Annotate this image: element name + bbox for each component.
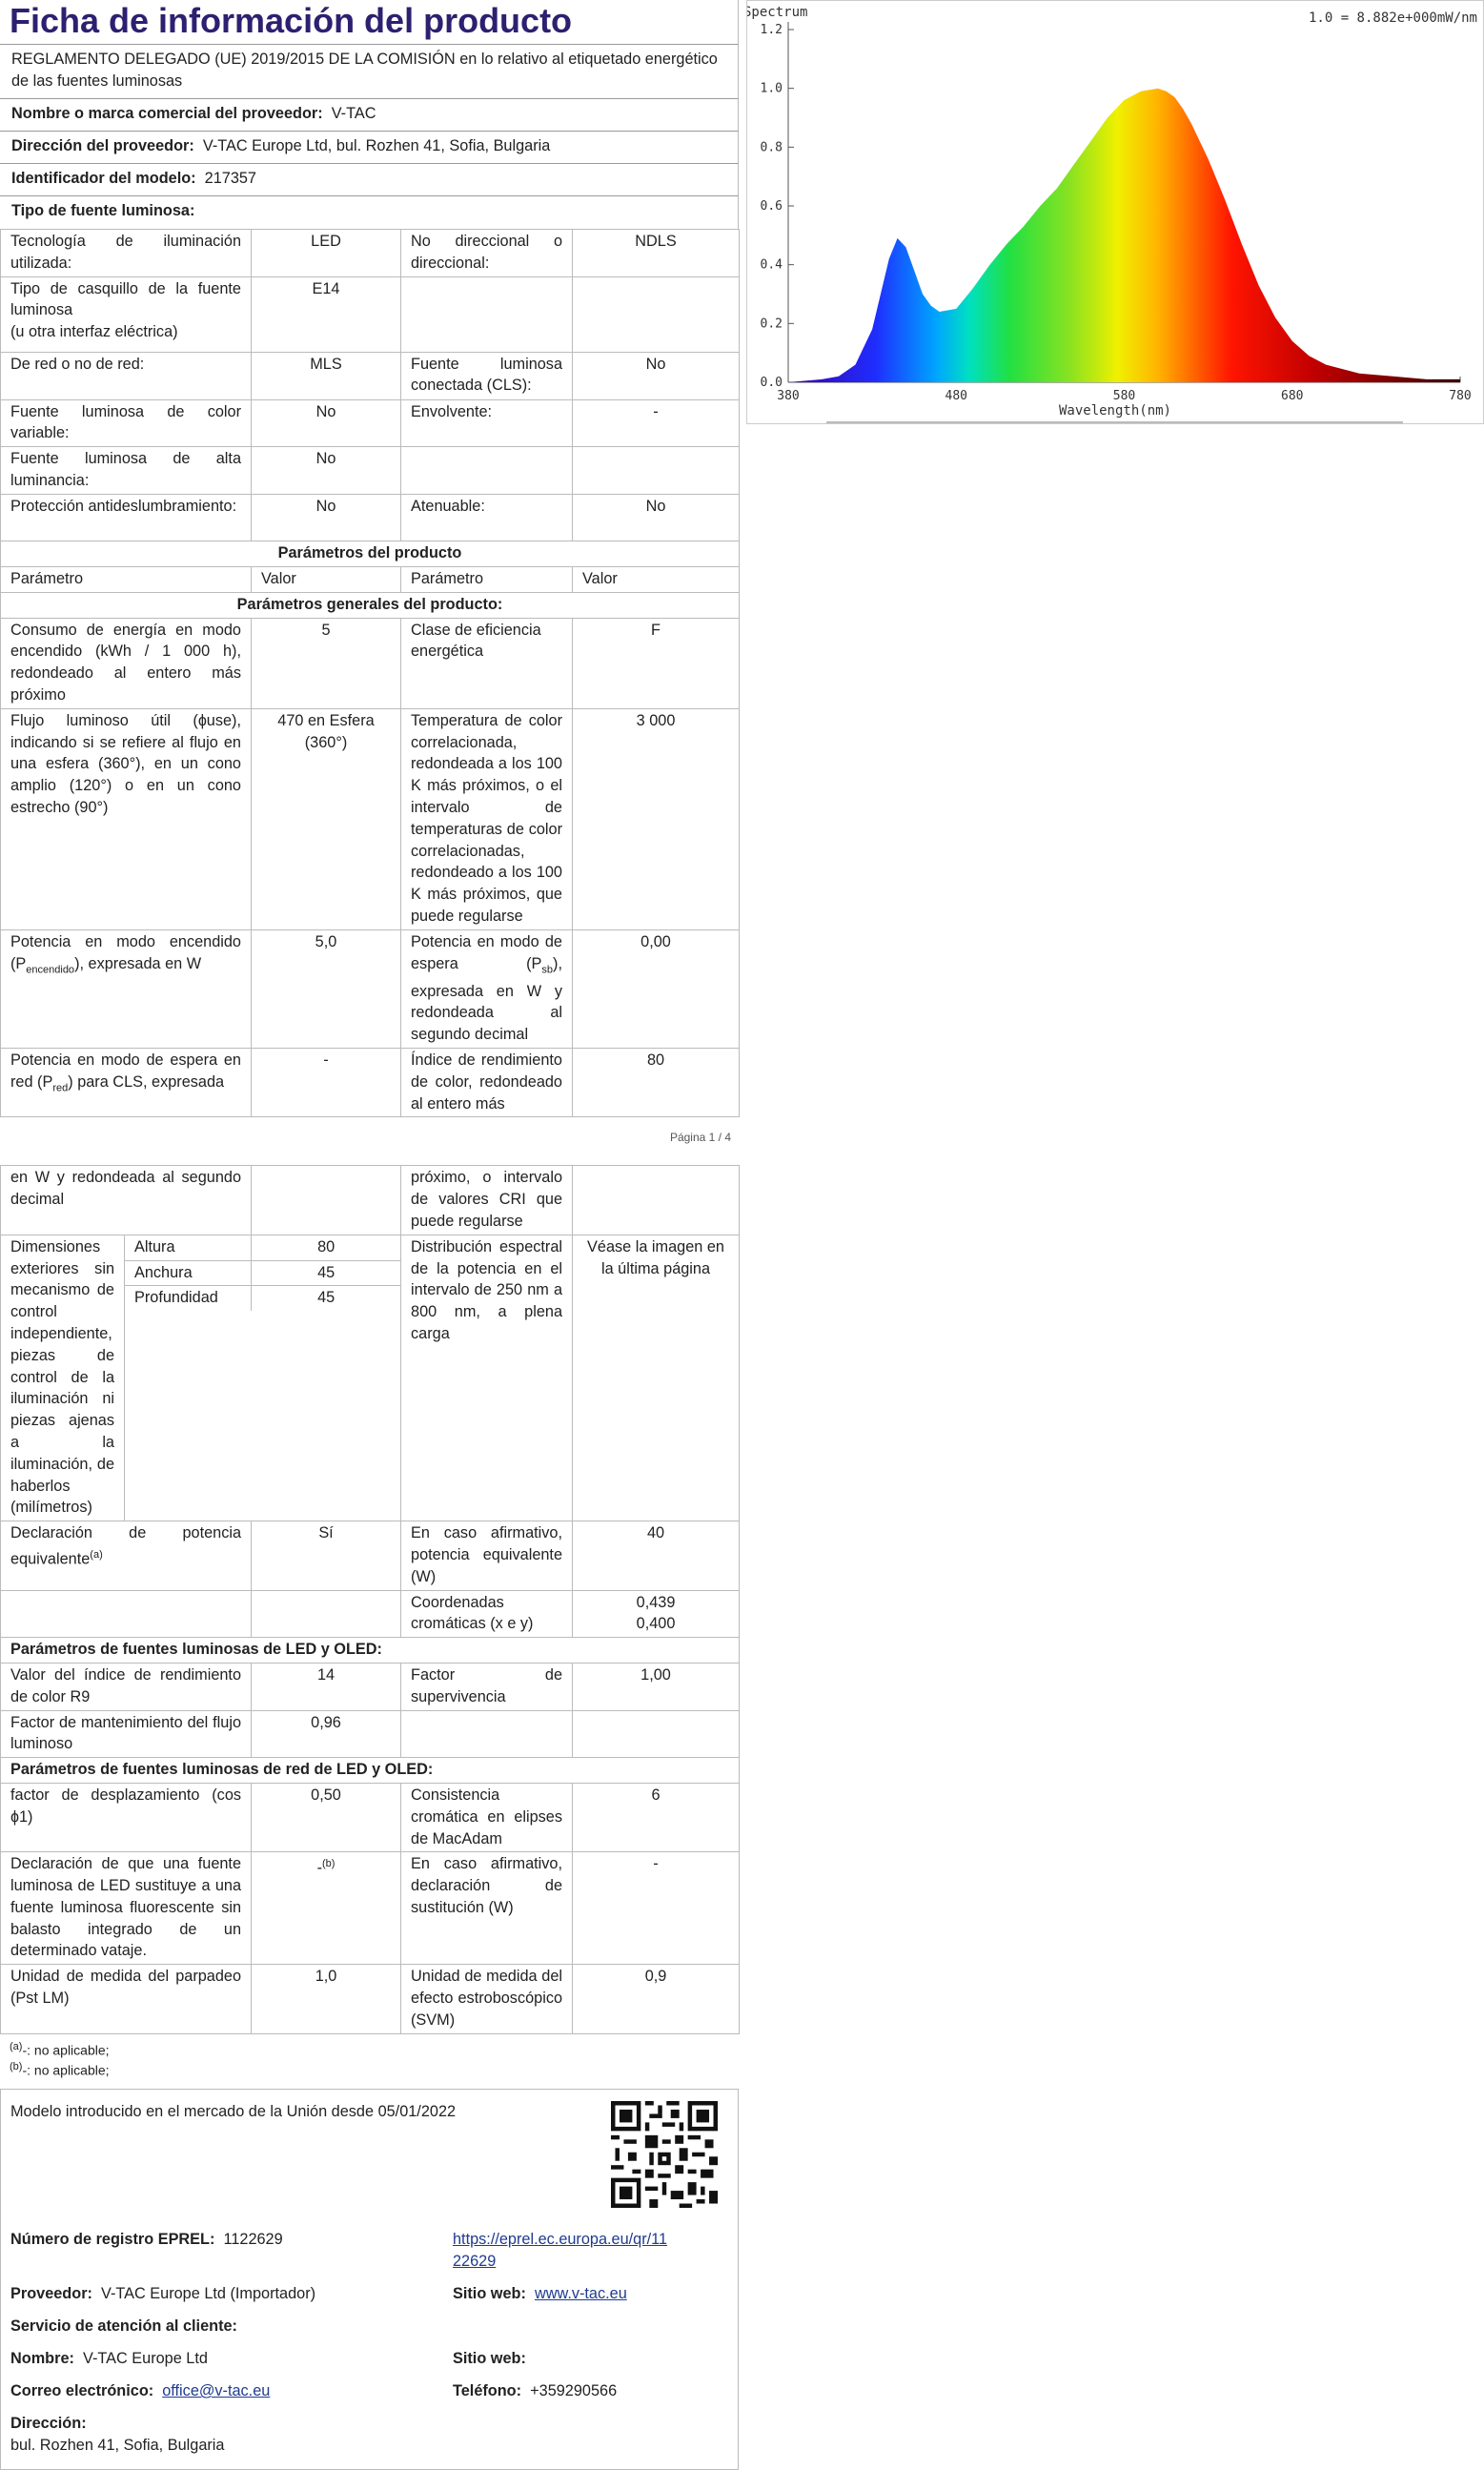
column-header: Parámetro (401, 566, 573, 592)
y-tick-label: 1.2 (760, 23, 783, 37)
param-value (573, 1166, 740, 1235)
eprel-link[interactable] (453, 2229, 667, 2273)
y-tick-label: 1.0 (760, 81, 783, 96)
param-label: Consistencia cromática en elipses de MacAdam (401, 1783, 573, 1851)
param-label: Potencia en modo encendido $(P_{encendido})$, expresada en W (1, 929, 252, 1048)
param-value: 6 (573, 1783, 740, 1851)
spectrum-chart (746, 0, 1484, 424)
param-value: 470 en Esfera (360°) (252, 708, 401, 929)
param-label: Unidad de medida del parpadeo (Pst LM) (1, 1965, 252, 2033)
x-tick-label: 780 (1449, 389, 1472, 403)
param-value: No (252, 495, 401, 541)
provider-row: Proveedor: V-TAC Europe Ltd (Importador) (10, 2285, 316, 2302)
param-value: 5 (252, 618, 401, 708)
email-link[interactable]: office@v-tac.eu (162, 2382, 271, 2399)
page-title: Ficha de información del producto (0, 0, 739, 44)
param-label: Temperatura de color correlacionada, redondeada a los 100 K más próximos, o el intervalo de temperaturas de color correlacionadas, redondeado a los 100 K más próximos, que puede regularse (401, 708, 573, 929)
eprel-url-line-2[interactable]: 22629 (453, 2252, 497, 2270)
table-row (1, 1521, 740, 1590)
dimensions-label: Dimensiones exteriores sin mecanismo de control independiente, piezas de control de la iluminación ni piezas ajenas a la iluminación, de haberlos (milímetros) (1, 1235, 125, 1521)
section-title: Parámetros de fuentes luminosas de red de LED y OLED: (1, 1758, 740, 1784)
dimension-name: Anchura (125, 1260, 252, 1286)
customer-service-label: Servicio de atención al cliente: (10, 2317, 237, 2335)
y-tick-label: 0.4 (760, 257, 783, 273)
param-value: 3 000 (573, 708, 740, 929)
table-row (1, 1166, 740, 1235)
x-tick-label: 580 (1112, 389, 1136, 403)
spectrum-area (788, 89, 1460, 382)
param-label: Factor de mantenimiento del flujo luminoso (1, 1710, 252, 1758)
param-value: 0,9 (573, 1965, 740, 2033)
name-row: Nombre: V-TAC Europe Ltd (10, 2350, 208, 2367)
param-value: F (573, 618, 740, 708)
supplier-row (0, 98, 739, 131)
param-value: 0,96 (252, 1710, 401, 1758)
param-value: No (573, 352, 740, 399)
section-title: Parámetros generales del producto: (1, 592, 740, 618)
param-value: 0,50 (252, 1783, 401, 1851)
y-tick-label: 0.0 (760, 376, 783, 390)
param-label: Protección antideslumbramiento: (1, 495, 252, 541)
address-label: Dirección del proveedor: (11, 137, 194, 154)
table-row (1, 1638, 740, 1664)
chart-annotation: 1.0 = 8.882e+000mW/nm (1308, 10, 1477, 26)
regulation-text: REGLAMENTO DELEGADO (UE) 2019/2015 DE LA COMISIÓN en lo relativo al etiquetado energético de las fuentes luminosas (0, 44, 739, 98)
param-value: 14 (252, 1663, 401, 1710)
table-row (1, 1758, 740, 1784)
param-label: próximo, o intervalo de valores CRI que puede regularse (401, 1166, 573, 1235)
table-row (1, 708, 740, 929)
table-row (1, 592, 740, 618)
param-label: Unidad de medida del efecto estroboscópico (SVM) (401, 1965, 573, 2033)
website-link[interactable]: www.v-tac.eu (534, 2285, 627, 2302)
table-row (1, 495, 740, 541)
x-tick-label: 380 (777, 389, 800, 403)
dimension-value: 45 (252, 1286, 400, 1311)
column-header: Valor (252, 566, 401, 592)
param-value: MLS (252, 352, 401, 399)
param-value: - (573, 1852, 740, 1965)
address-label: Dirección: (10, 2415, 87, 2432)
param-label: Tecnología de iluminación utilizada: (1, 230, 252, 277)
chart-title: Spectrum (747, 5, 808, 20)
param-label: Índice de rendimiento de color, redondeado al entero más (401, 1049, 573, 1117)
param-label: Potencia en modo de espera $(P_{sb})$, expresada en W y redondeada al segundo decimal (401, 929, 573, 1048)
section-title: Parámetros del producto (1, 541, 740, 567)
table-row (1, 447, 740, 495)
table-row (125, 1260, 400, 1286)
param-label: Declaración de que una fuente luminosa de LED sustituye a una fuente luminosa fluorescente sin balasto integrado de un determinado vataje. (1, 1852, 252, 1965)
param-label: Fuente luminosa conectada (CLS): (401, 352, 573, 399)
y-tick-label: 0.8 (760, 140, 783, 155)
param-value: 40 (573, 1521, 740, 1590)
dimension-value: 80 (252, 1235, 400, 1260)
column-header: Valor (573, 566, 740, 592)
table-row (1, 1965, 740, 2033)
y-tick-label: 0.6 (760, 199, 783, 214)
param-value: 80 (573, 1049, 740, 1117)
x-tick-label: 680 (1281, 389, 1304, 403)
param-label (401, 1710, 573, 1758)
qr-code-icon (611, 2101, 718, 2208)
param-label: Declaración de potencia equivalente$^{(a)}$ (1, 1521, 252, 1590)
section-title: Parámetros de fuentes luminosas de LED y OLED: (1, 1638, 740, 1664)
param-label: Factor de supervivencia (401, 1663, 573, 1710)
param-label: Flujo luminoso útil (ɸuse), indicando si se refiere al flujo en una esfera (360°), en un cono amplio (120°) o en un cono estrecho (90°) (1, 708, 252, 929)
type-label: Tipo de fuente luminosa: (11, 202, 195, 219)
param-label (401, 447, 573, 495)
table-row (1, 276, 740, 352)
y-tick-label: 0.2 (760, 316, 783, 332)
param-label (1, 1590, 252, 1638)
param-label: Fuente luminosa de alta luminancia: (1, 447, 252, 495)
param-value (573, 1710, 740, 1758)
product-information-sheet (0, 0, 739, 2470)
x-tick-label: 480 (945, 389, 967, 403)
table-row (1, 1590, 740, 1638)
param-label (401, 276, 573, 352)
param-label: factor de desplazamiento (cos ɸ1) (1, 1783, 252, 1851)
param-label: Coordenadas cromáticas (x e y) (401, 1590, 573, 1638)
supplier-value: V-TAC (331, 105, 376, 122)
model-value: 217357 (204, 170, 256, 187)
table-row (1, 1852, 740, 1965)
param-label: En caso afirmativo, potencia equivalente (W) (401, 1521, 573, 1590)
table-row (1, 1710, 740, 1758)
param-value: Sí (252, 1521, 401, 1590)
supplier-label: Nombre o marca comercial del proveedor: (11, 105, 323, 122)
dimension-name: Altura (125, 1235, 252, 1260)
param-value: - (252, 1049, 401, 1117)
params-table-continued (0, 1165, 740, 2033)
param-value: 0,00 (573, 929, 740, 1048)
page-number: Página 1 / 4 (669, 1131, 731, 1145)
param-value (573, 447, 740, 495)
param-value (573, 276, 740, 352)
table-row (1, 399, 740, 447)
table-row (125, 1235, 400, 1260)
website-row: Sitio web: www.v-tac.eu (453, 2285, 627, 2302)
eprel-row: Número de registro EPREL: 1122629 (10, 2231, 283, 2248)
dimensions-table (125, 1235, 400, 1311)
spectrum-svg (747, 1, 1483, 423)
model-label: Identificador del modelo: (11, 170, 196, 187)
email-row: Correo electrónico: office@v-tac.eu (10, 2382, 271, 2399)
param-value: 1,0 (252, 1965, 401, 2033)
footnote-a: $^{(a)}$-: no aplicable; (10, 2040, 110, 2058)
param-label: Envolvente: (401, 399, 573, 447)
footnote-b: $^{(b)}$-: no aplicable; (10, 2061, 110, 2078)
table-row (1, 1663, 740, 1710)
param-value: No (252, 447, 401, 495)
footnotes (0, 2034, 739, 2083)
table-row (1, 230, 740, 277)
param-label: Fuente luminosa de color variable: (1, 399, 252, 447)
address-row (0, 131, 739, 163)
table-header-row (1, 566, 740, 592)
param-value: 0,439 0,400 (573, 1590, 740, 1638)
website2-row: Sitio web: (453, 2350, 526, 2367)
param-label: No direccional o direccional: (401, 230, 573, 277)
param-value: LED (252, 230, 401, 277)
table-row (1, 352, 740, 399)
table-row (125, 1286, 400, 1311)
param-value: E14 (252, 276, 401, 352)
dimensions-cell (125, 1235, 401, 1521)
table-row (1, 1235, 740, 1521)
address-value: bul. Rozhen 41, Sofia, Bulgaria (10, 2437, 225, 2454)
param-label: Atenuable: (401, 495, 573, 541)
param-label: En caso afirmativo, declaración de sustitución (W) (401, 1852, 573, 1965)
dimension-value: 45 (252, 1260, 400, 1286)
param-value: No (573, 495, 740, 541)
table-row (1, 929, 740, 1048)
address-value: V-TAC Europe Ltd, bul. Rozhen 41, Sofia, Bulgaria (202, 137, 551, 154)
param-label: Tipo de casquillo de la fuente luminosa (u otra interfaz eléctrica) (1, 276, 252, 352)
param-value: - (573, 399, 740, 447)
param-label: en W y redondeada al segundo decimal (1, 1166, 252, 1235)
param-value: No (252, 399, 401, 447)
model-row (0, 163, 739, 195)
param-value: NDLS (573, 230, 740, 277)
table-row (1, 1049, 740, 1117)
param-label: De red o no de red: (1, 352, 252, 399)
type-row (0, 195, 739, 229)
supplier-info-box (0, 2089, 739, 2470)
param-value: -$^{(b)}$ (252, 1852, 401, 1965)
page-break (0, 1117, 739, 1165)
param-value (252, 1166, 401, 1235)
param-value (252, 1590, 401, 1638)
table-row (1, 541, 740, 567)
param-value: Véase la imagen en la última página (573, 1235, 740, 1521)
param-label: Distribución espectral de la potencia en el intervalo de 250 nm a 800 nm, a plena carga (401, 1235, 573, 1521)
dimension-name: Profundidad (125, 1286, 252, 1311)
market-date: Modelo introducido en el mercado de la Unión desde 05/01/2022 (10, 2103, 457, 2120)
param-label: Valor del índice de rendimiento de color R9 (1, 1663, 252, 1710)
param-label: Potencia en modo de espera en red $(P_{red})$ para CLS, expresada (1, 1049, 252, 1117)
phone-row: Teléfono: +359290566 (453, 2382, 618, 2399)
eprel-url-line-1[interactable]: https://eprel.ec.europa.eu/qr/11 (453, 2231, 668, 2248)
param-label: Clase de eficiencia energética (401, 618, 573, 708)
table-row (1, 618, 740, 708)
x-axis-label: Wavelength(nm) (1058, 403, 1172, 418)
param-value: 5,0 (252, 929, 401, 1048)
table-row (1, 1783, 740, 1851)
param-label: Consumo de energía en modo encendido (kWh / 1 000 h), redondeado al entero más próximo (1, 618, 252, 708)
type-table (0, 229, 740, 1117)
param-value: 1,00 (573, 1663, 740, 1710)
column-header: Parámetro (1, 566, 252, 592)
